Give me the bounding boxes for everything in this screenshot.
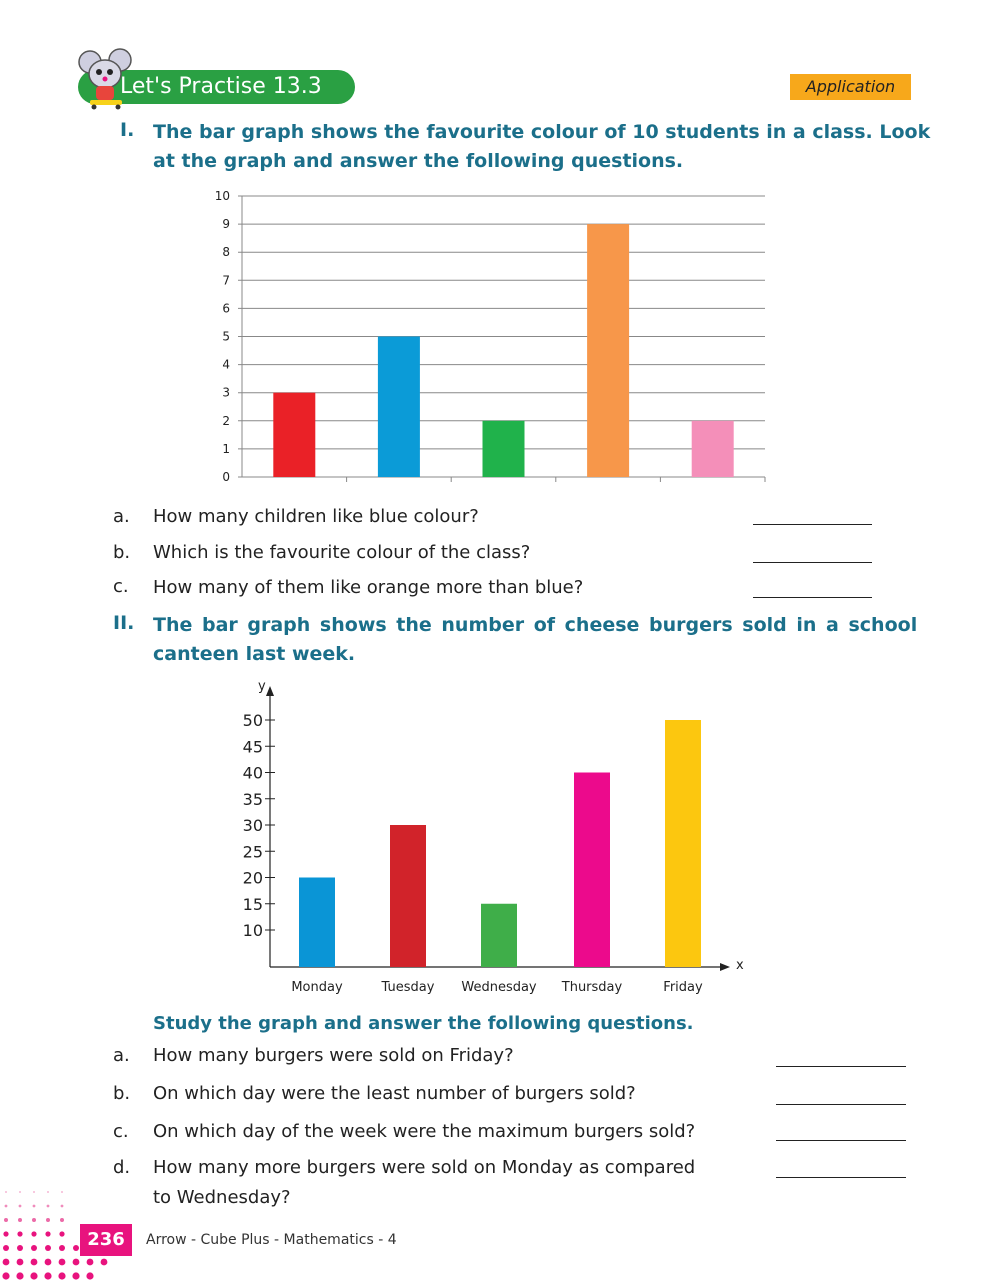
x-category-label: Monday — [291, 980, 343, 995]
dot — [59, 1245, 65, 1251]
q2-d-text-line1: How many more burgers were sold on Monday as compared — [153, 1157, 696, 1178]
dot — [31, 1245, 37, 1251]
dot — [17, 1245, 23, 1251]
bar — [483, 421, 525, 477]
q1-b-answer-blank[interactable] — [753, 562, 872, 563]
dot — [47, 1191, 49, 1193]
q2-a-letter: a. — [113, 1045, 130, 1066]
q2-a-answer-blank[interactable] — [776, 1066, 906, 1067]
dot — [45, 1259, 52, 1266]
question-2-text-line1: The bar graph shows the number of cheese burgers sold in a school — [153, 614, 918, 636]
question-2-instruction: Study the graph and answer the following questions. — [153, 1013, 694, 1034]
dot — [19, 1191, 21, 1193]
bar — [299, 878, 335, 968]
question-1-text-line2: at the graph and answer the following questions. — [153, 150, 684, 172]
question-2-number: II. — [113, 612, 135, 634]
y-tick-label: 7 — [222, 273, 230, 288]
bar — [273, 393, 315, 477]
q1-a-text: How many children like blue colour? — [153, 506, 479, 527]
dot — [87, 1259, 94, 1266]
q1-c-answer-blank[interactable] — [753, 597, 872, 598]
dot — [31, 1259, 38, 1266]
dot — [101, 1259, 108, 1266]
page-number: 236 — [80, 1224, 132, 1256]
dot — [3, 1259, 10, 1266]
favourite-colour-bar-chart — [200, 184, 780, 494]
y-tick-label: 45 — [242, 737, 263, 757]
dot — [61, 1191, 63, 1193]
dot — [17, 1231, 22, 1236]
application-tag: Application — [790, 74, 911, 100]
exercise-title: Let's Practise 13.3 — [120, 74, 322, 99]
y-tick-label: 50 — [242, 711, 263, 730]
dot — [58, 1272, 65, 1279]
q2-d-text-line2: to Wednesday? — [153, 1187, 291, 1208]
q1-b-text: Which is the favourite colour of the class? — [153, 542, 531, 563]
dot — [47, 1205, 50, 1208]
q1-c-letter: c. — [113, 576, 129, 597]
q1-c-text: How many of them like orange more than blue? — [153, 577, 584, 598]
x-category-label: Thursday — [561, 980, 623, 995]
dot — [3, 1245, 9, 1251]
book-title: Arrow - Cube Plus - Mathematics - 4 — [146, 1232, 397, 1248]
q2-d-answer-blank[interactable] — [776, 1177, 906, 1178]
y-tick-label: 3 — [222, 385, 230, 400]
bar — [587, 224, 629, 477]
dot — [4, 1218, 8, 1222]
y-tick-label: 4 — [222, 357, 230, 372]
q2-c-answer-blank[interactable] — [776, 1140, 906, 1141]
dot — [73, 1259, 80, 1266]
y-tick-label: 8 — [222, 245, 230, 260]
y-tick-label: 6 — [222, 301, 230, 316]
dot — [59, 1231, 64, 1236]
q2-c-text: On which day of the week were the maximum burgers sold? — [153, 1121, 696, 1142]
bar — [574, 773, 610, 968]
dot — [31, 1231, 36, 1236]
dot — [30, 1272, 37, 1279]
y-tick-label: 25 — [242, 842, 263, 862]
dot — [45, 1245, 51, 1251]
x-category-label: Friday — [663, 980, 703, 995]
q2-b-answer-blank[interactable] — [776, 1104, 906, 1105]
y-tick-label: 35 — [242, 789, 263, 809]
dot — [33, 1205, 36, 1208]
dot — [73, 1245, 79, 1251]
dot — [2, 1272, 9, 1279]
dot — [33, 1191, 35, 1193]
q2-a-text: How many burgers were sold on Friday? — [153, 1045, 514, 1066]
dot — [59, 1259, 66, 1266]
q1-b-letter: b. — [113, 542, 131, 563]
dot — [3, 1231, 8, 1236]
q2-b-text: On which day were the least number of burgers sold? — [153, 1083, 636, 1104]
y-tick-label: 15 — [242, 894, 263, 914]
x-axis-label: x — [736, 958, 744, 973]
y-tick-label: 1 — [222, 441, 230, 456]
dot — [86, 1272, 93, 1279]
x-category-label: Tuesday — [381, 980, 435, 995]
y-tick-label: 9 — [222, 217, 230, 232]
y-tick-label: 0 — [222, 470, 230, 484]
x-axis-arrow — [720, 963, 730, 971]
q2-b-letter: b. — [113, 1083, 131, 1104]
y-axis-arrow — [266, 686, 274, 696]
q1-a-letter: a. — [113, 506, 130, 527]
dot — [60, 1218, 64, 1222]
dot — [5, 1191, 7, 1193]
dot — [5, 1205, 8, 1208]
x-category-label: Wednesday — [461, 980, 537, 995]
q1-a-answer-blank[interactable] — [753, 524, 872, 525]
y-tick-label: 40 — [242, 763, 263, 783]
dot — [18, 1218, 22, 1222]
bar — [692, 421, 734, 477]
cheese-burger-bar-chart — [215, 672, 765, 1002]
y-tick-label: 20 — [242, 868, 263, 888]
dot — [45, 1231, 50, 1236]
bar — [665, 720, 701, 967]
bar — [481, 904, 517, 967]
y-tick-label: 2 — [222, 413, 230, 428]
dot — [32, 1218, 36, 1222]
q2-c-letter: c. — [113, 1121, 129, 1142]
y-axis-label: y — [258, 679, 266, 694]
dot — [44, 1272, 51, 1279]
y-tick-label: 10 — [214, 189, 230, 203]
dot — [61, 1205, 64, 1208]
dot — [46, 1218, 50, 1222]
bar — [390, 825, 426, 967]
y-tick-label: 5 — [222, 329, 230, 344]
dot — [17, 1259, 24, 1266]
dot — [16, 1272, 23, 1279]
question-1-text-line1: The bar graph shows the favourite colour of 10 students in a class. Look — [153, 121, 931, 143]
y-tick-label: 10 — [242, 921, 263, 940]
y-tick-label: 30 — [242, 816, 263, 835]
dot — [72, 1272, 79, 1279]
question-2-text-line2: canteen last week. — [153, 643, 356, 665]
q2-d-letter: d. — [113, 1157, 131, 1178]
bar — [378, 337, 420, 478]
dot — [19, 1205, 22, 1208]
question-1-number: I. — [120, 119, 135, 141]
